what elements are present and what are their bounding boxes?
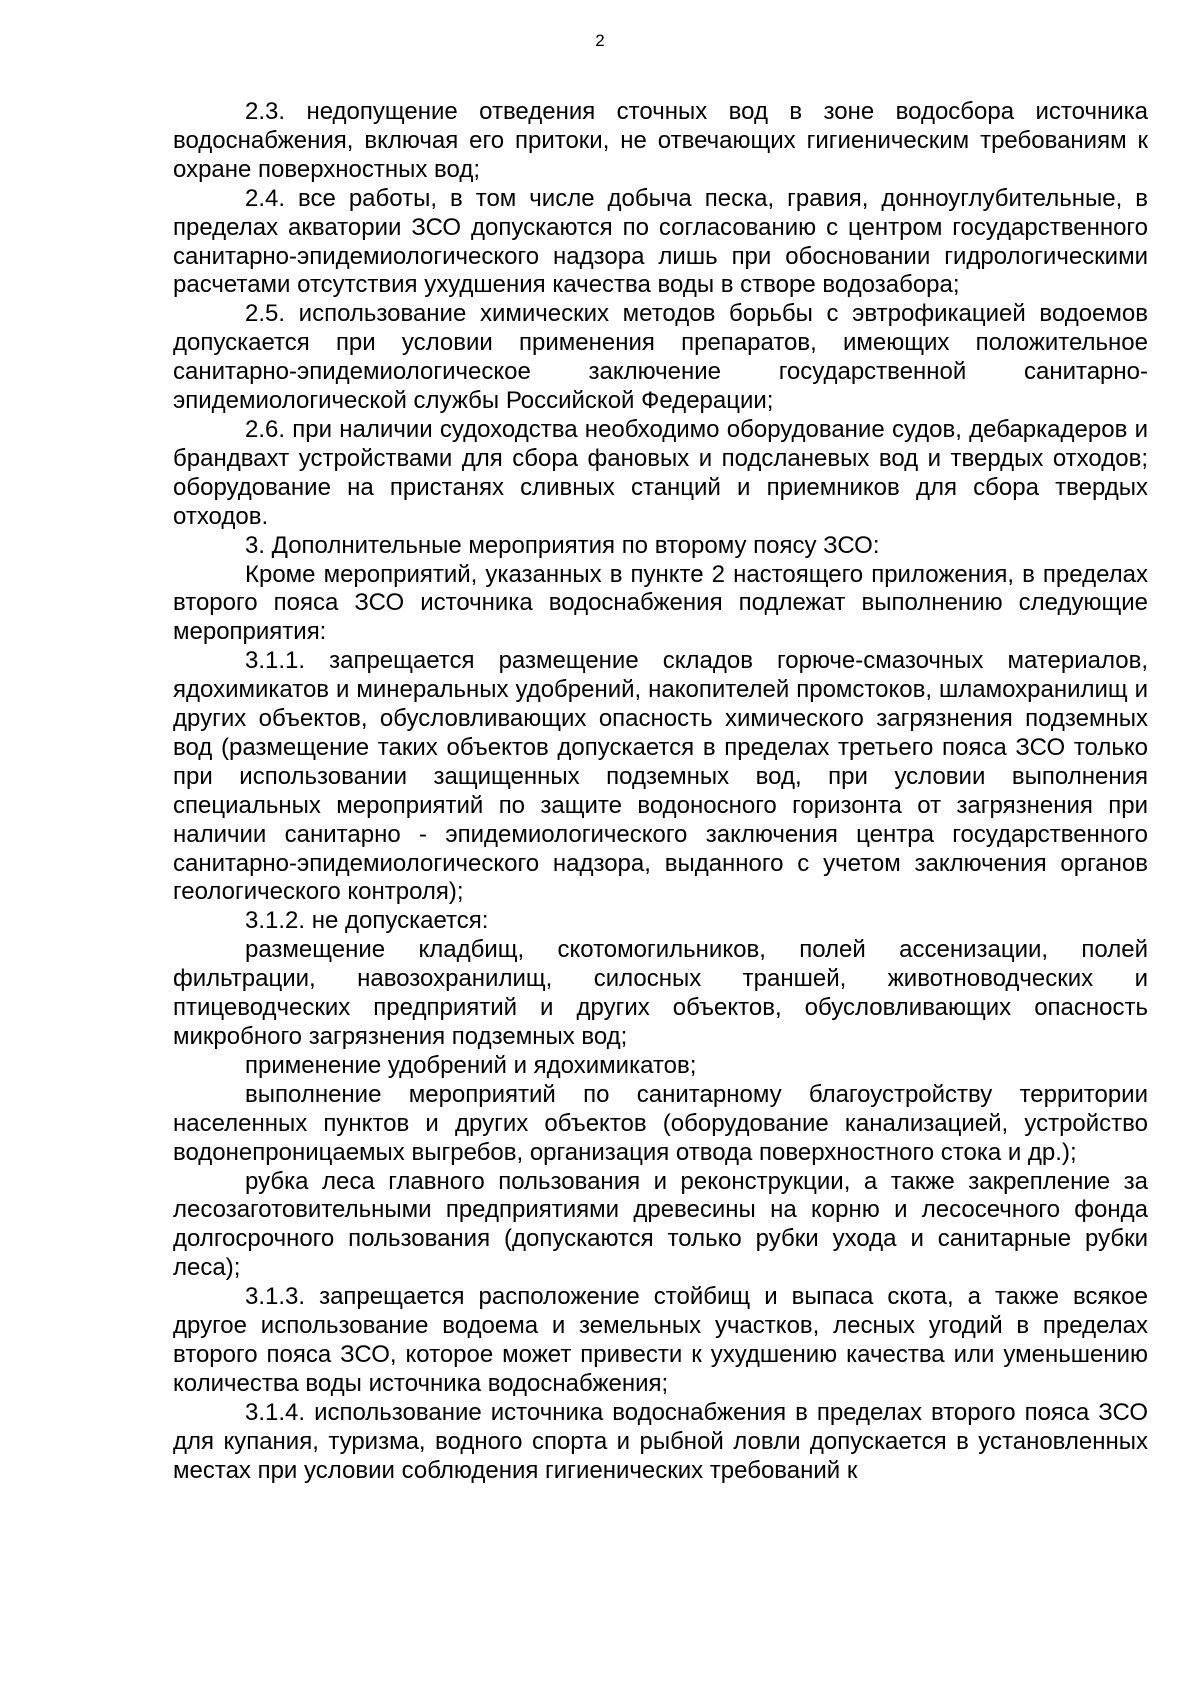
- item-cemeteries: размещение кладбищ, скотомогильников, полей ассенизации, полей фильтрации, навозохранилищ, силосных траншей, животноводческих и птицеводческих предприятий и других объектов, обусловливающих опасность микробного загрязнения подземных вод;: [173, 936, 1148, 1050]
- paragraph-3-1-1: 3.1.1. запрещается размещение складов горюче-смазочных материалов, ядохимикатов и минеральных удобрений, накопителей промстоков, шламохранилищ и других объектов, обусловливающих опасность химического загрязнения подземных вод (размещение таких объектов допускается в пределах третьего пояса ЗСО только при использовании защищенных подземных вод, при условии выполнения специальных мероприятий по защите водоносного горизонта от загрязнения при наличии санитарно - эпидемиологического заключения центра государственного санитарно-эпидемиологического надзора, выданного с учетом заключения органов геологического контроля);: [173, 647, 1148, 906]
- page-number: 2: [595, 31, 605, 50]
- document-body: [173, 98, 1148, 1486]
- paragraph-3-1-3: 3.1.3. запрещается расположение стойбищ и выпаса скота, а также всякое другое использование водоема и земельных участков, лесных угодий в пределах второго пояса ЗСО, которое может привести к ухудшению качества или уменьшению количества воды источника водоснабжения;: [173, 1283, 1148, 1397]
- paragraph-3-1-2: 3.1.2. не допускается:: [245, 907, 489, 935]
- paragraph-2-6: 2.6. при наличии судоходства необходимо оборудование судов, дебаркадеров и брандвахт устройствами для сбора фановых и подсланевых вод и твердых отходов; оборудование на пристанях сливных станций и приемников для сбора твердых отходов.: [173, 415, 1148, 530]
- paragraph-2-5: 2.5. использование химических методов борьбы с эвтрофикацией водоемов допускается при условии применения препаратов, имеющих положительное санитарно-эпидемиологическое заключение государственной санитарно-эпидемиологической службы Российской Федерации;: [173, 300, 1148, 415]
- paragraph-2-4: 2.4. все работы, в том числе добыча песка, гравия, донноуглубительные, в пределах акватории ЗСО допускаются по согласованию с центром государственного санитарно-эпидемиологического надзора лишь при обосновании гидрологическими расчетами отсутствия ухудшения качества воды в створе водозабора;: [173, 184, 1148, 299]
- paragraph-2-3: 2.3. недопущение отведения сточных вод в зоне водосбора источника водоснабжения, включая его притоки, не отвечающих гигиеническим требованиям к охране поверхностных вод;: [173, 98, 1148, 183]
- item-fertilizers: применение удобрений и ядохимикатов;: [245, 1051, 697, 1079]
- item-logging: рубка леса главного пользования и реконструкции, а также закрепление за лесозаготовительными предприятиями древесины на корню и лесосечного фонда долгосрочного пользования (допускаются только рубки ухода и санитарные рубки леса);: [173, 1167, 1148, 1282]
- item-sanitation: выполнение мероприятий по санитарному благоустройству территории населенных пунктов и других объектов (оборудование канализацией, устройство водонепроницаемых выгребов, организация отвода поверхностного стока и др.);: [173, 1080, 1148, 1166]
- paragraph-3-1-4: 3.1.4. использование источника водоснабжения в пределах второго пояса ЗСО для купания, туризма, водного спорта и рыбной ловли допускается в установленных местах при условии соблюдения гигиенических требований к: [173, 1398, 1148, 1484]
- section-3-heading: 3. Дополнительные мероприятия по второму поясу ЗСО:: [245, 531, 880, 559]
- section-3-intro: Кроме мероприятий, указанных в пункте 2 настоящего приложения, в пределах второго пояса ЗСО источника водоснабжения подлежат выполнению следующие мероприятия:: [173, 560, 1148, 646]
